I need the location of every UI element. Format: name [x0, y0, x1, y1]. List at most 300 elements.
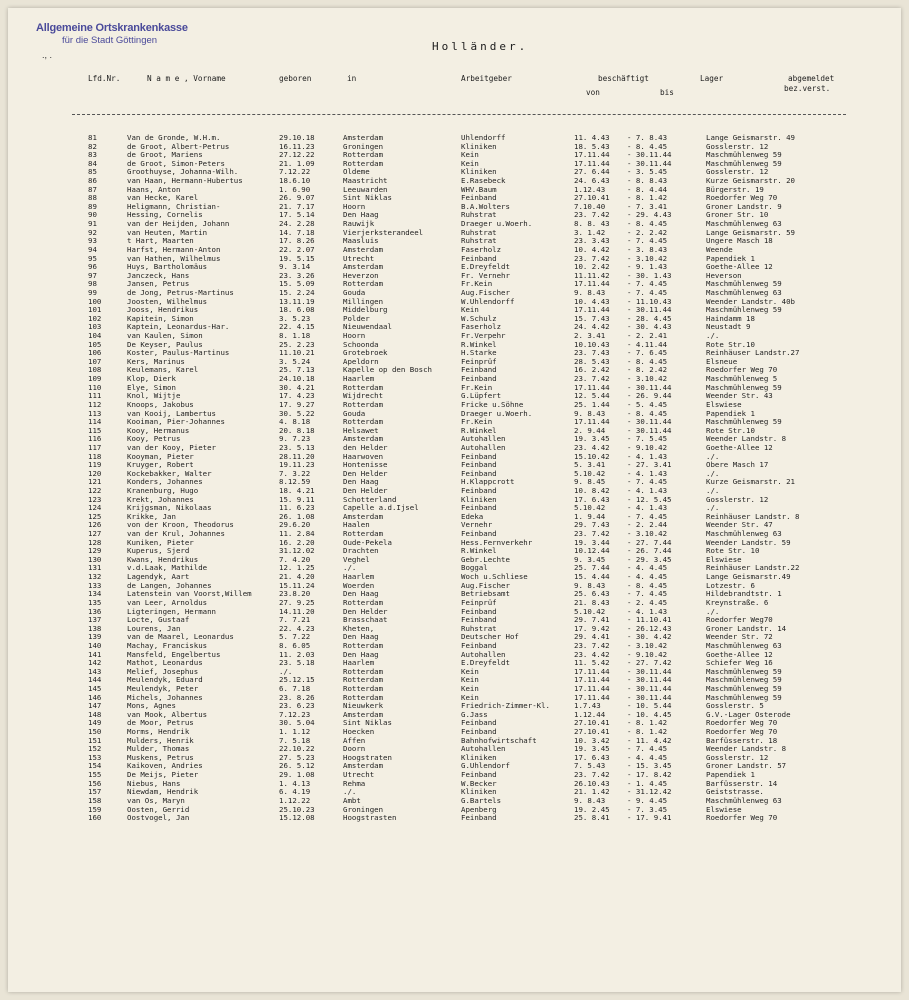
row-name: van Os, Maryn — [127, 796, 185, 805]
row-birthdate: 28.11.20 — [279, 452, 315, 461]
row-birthdate: 8. 6.05 — [279, 641, 311, 650]
row-employed-from: 10. 4.42 — [574, 245, 610, 254]
table-row — [8, 203, 901, 212]
row-birthplace: Schoonda — [343, 340, 379, 349]
table-row — [8, 435, 901, 444]
row-employer: Feinband — [461, 719, 497, 728]
row-birthplace: Affen — [343, 736, 366, 745]
row-birthplace: Oude-Pekela — [343, 538, 392, 547]
row-name: Michels, Johannes — [127, 693, 203, 702]
row-name: Hessing, Cornelis — [127, 211, 203, 220]
row-name: van de Maarel, Leonardus — [127, 633, 234, 642]
row-birthdate: 30. 5.04 — [279, 719, 315, 728]
row-employed-until: - 3. 5.45 — [627, 168, 668, 177]
table-row — [8, 754, 901, 763]
table-row — [8, 590, 901, 599]
row-number: 98 — [88, 280, 97, 289]
row-birthdate: 17. 9.27 — [279, 400, 315, 409]
row-employed-until: - 30.11.44 — [627, 676, 672, 685]
table-row — [8, 272, 901, 281]
row-employed-from: 19. 2.45 — [574, 805, 610, 814]
row-birthplace: Sint Niklas — [343, 194, 392, 203]
row-employed-from: 26.10.43 — [574, 779, 610, 788]
row-employer: Faserholz — [461, 245, 502, 254]
row-birthdate: 22.10.22 — [279, 745, 315, 754]
row-birthdate: 26. 5.12 — [279, 762, 315, 771]
row-name: t Hart, Maarten — [127, 237, 194, 246]
row-number: 114 — [88, 418, 102, 427]
row-birthplace: Rotterdam — [343, 598, 384, 607]
row-name: de Moor, Petrus — [127, 719, 194, 728]
row-birthdate: 27.12.22 — [279, 151, 315, 160]
table-row — [8, 797, 901, 806]
row-birthplace: Rotterdam — [343, 418, 384, 427]
row-camp: Gosslerstr. 12 — [706, 753, 769, 762]
row-employed-from: 21. 1.42 — [574, 788, 610, 797]
row-number: 92 — [88, 228, 97, 237]
row-employer: H.Starke — [461, 349, 497, 358]
row-camp: Papendiek 1 — [706, 771, 755, 780]
row-birthdate: 6. 4.19 — [279, 788, 311, 797]
row-employed-until: - 4. 4.45 — [627, 573, 668, 582]
row-employed-until: - 4. 1.43 — [627, 452, 668, 461]
table-row — [8, 453, 901, 462]
row-birthplace: Leeuwarden — [343, 185, 388, 194]
row-name: Lagendyk, Aart — [127, 573, 190, 582]
row-camp: ./. — [706, 332, 720, 341]
row-birthdate: 16. 2.20 — [279, 538, 315, 547]
row-birthplace: den Helder — [343, 443, 388, 452]
row-employed-from: 17.11.44 — [574, 667, 610, 676]
table-row — [8, 375, 901, 384]
row-birthdate: 13.11.19 — [279, 297, 315, 306]
row-birthdate: 26. 9.07 — [279, 194, 315, 203]
row-camp: Weende — [706, 245, 733, 254]
row-employed-from: 23. 7.43 — [574, 349, 610, 358]
row-employer: G.Lüpfert — [461, 392, 502, 401]
row-employer: Ruhstrat — [461, 211, 497, 220]
row-employer: Hess.Fernverkehr — [461, 538, 533, 547]
row-employed-from: 19. 3.45 — [574, 745, 610, 754]
row-birthplace: Den Haag — [343, 650, 379, 659]
table-row — [8, 573, 901, 582]
row-name: Heligmann, Christian- — [127, 202, 221, 211]
row-camp: Elsneue — [706, 357, 738, 366]
row-employer: Kliniken — [461, 753, 497, 762]
row-birthdate: 27. 9.25 — [279, 598, 315, 607]
row-employed-until: - 26.12.43 — [627, 624, 672, 633]
table-row — [8, 496, 901, 505]
row-birthplace: Gouda — [343, 288, 366, 297]
row-number: 124 — [88, 504, 102, 513]
row-birthdate: 23. 5.13 — [279, 443, 315, 452]
row-name: Knoops, Jakobus — [127, 400, 194, 409]
row-employer: Aug.Fischer — [461, 288, 510, 297]
row-camp: Maschmühlenweg 59 — [706, 306, 782, 315]
row-birthplace: Amsterdam — [343, 512, 384, 521]
row-name: Kockebakker, Walter — [127, 469, 212, 478]
row-name: Kwans, Hendrikus — [127, 555, 199, 564]
row-employer: W.Uhlendorff — [461, 297, 515, 306]
row-birthdate: 24. 2.28 — [279, 220, 315, 229]
table-row — [8, 806, 901, 815]
table-row — [8, 651, 901, 660]
row-camp: Goethe-Allee 12 — [706, 263, 773, 272]
row-employer: W.Schulz — [461, 314, 497, 323]
row-employer: Autohallen — [461, 650, 506, 659]
row-employed-from: 28. 5.43 — [574, 357, 610, 366]
row-name: De Keyser, Paulus — [127, 340, 203, 349]
row-number: 152 — [88, 745, 102, 754]
row-number: 109 — [88, 375, 102, 384]
row-employed-from: 10. 4.43 — [574, 297, 610, 306]
row-employed-from: 10. 2.42 — [574, 263, 610, 272]
row-number: 132 — [88, 573, 102, 582]
row-employed-until: - 2. 2.42 — [627, 228, 668, 237]
row-employed-until: - 4. 4.45 — [627, 564, 668, 573]
table-row — [8, 255, 901, 264]
row-number: 96 — [88, 263, 97, 272]
row-birthdate: 30. 5.22 — [279, 409, 315, 418]
row-employed-from: 17.11.44 — [574, 151, 610, 160]
row-camp: Roedorfer Weg 70 — [706, 194, 778, 203]
row-name: de Langen, Johannes — [127, 581, 212, 590]
row-number: 159 — [88, 805, 102, 814]
row-birthdate: 7.12.23 — [279, 710, 311, 719]
row-employer: Kein — [461, 693, 479, 702]
header-lfd-nr: Lfd.Nr. — [88, 74, 121, 83]
row-name: Kaikoven, Andries — [127, 762, 203, 771]
row-employed-from: 17.11.44 — [574, 306, 610, 315]
row-number: 87 — [88, 185, 97, 194]
row-camp: Groner Landstr. 9 — [706, 202, 782, 211]
row-employer: Fr.Kein — [461, 280, 493, 289]
row-employed-from: 21. 8.43 — [574, 598, 610, 607]
header-arbeitgeber: Arbeitgeber — [461, 74, 512, 83]
row-employer: Feinband — [461, 814, 497, 823]
row-birthplace: Kapelle op den Bosch — [343, 366, 432, 375]
row-birthdate: 15. 5.09 — [279, 280, 315, 289]
row-name: De Meijs, Pieter — [127, 771, 199, 780]
row-camp: ./. — [706, 607, 720, 616]
header-bez-verst: bez.verst. — [784, 84, 831, 93]
row-employed-from: 27. 6.44 — [574, 168, 610, 177]
row-birthplace: Hontenisse — [343, 461, 388, 470]
row-employer: Feinband — [461, 771, 497, 780]
row-number: 95 — [88, 254, 97, 263]
row-birthplace: Rotterdam — [343, 641, 384, 650]
row-employed-until: - 10. 4.45 — [627, 710, 672, 719]
row-employed-from: 2. 3.41 — [574, 332, 606, 341]
row-birthdate: 23.8.20 — [279, 590, 311, 599]
row-employed-from: 17.11.44 — [574, 685, 610, 693]
row-employed-from: 2. 9.44 — [574, 426, 606, 435]
row-number: 123 — [88, 495, 102, 504]
row-employed-until: - 3.10.42 — [627, 254, 668, 263]
table-row — [8, 668, 901, 677]
row-camp: Maschmühlenweg 59 — [706, 159, 782, 168]
row-employed-until: - 9. 4.45 — [627, 796, 668, 805]
row-number: 145 — [88, 685, 102, 693]
row-camp: Maschmühlenweg 59 — [706, 418, 782, 427]
table-row — [8, 539, 901, 548]
row-birthplace: Haalen — [343, 521, 370, 530]
row-name: Koster, Paulus-Martinus — [127, 349, 230, 358]
row-name: van der Heijden, Johann — [127, 220, 230, 229]
row-name: Mathot, Leonardus — [127, 659, 203, 668]
row-employer: Feinband — [461, 641, 497, 650]
row-employed-from: 11. 5.42 — [574, 659, 610, 668]
row-number: 160 — [88, 814, 102, 823]
row-birthplace: Rotterdam — [343, 667, 384, 676]
row-camp: Maschmühlenweg 63 — [706, 220, 782, 229]
table-row — [8, 427, 901, 436]
row-name: Knol, Wijtje — [127, 392, 181, 401]
row-employer: Ruhstrat — [461, 624, 497, 633]
row-number: 103 — [88, 323, 102, 332]
row-employer: G.Jass — [461, 710, 488, 719]
row-employer: Edeka — [461, 512, 484, 521]
row-name: van der Krul, Johannes — [127, 530, 225, 539]
row-camp: Roedorfer Weg 70 — [706, 366, 778, 375]
row-employed-from: 17. 6.43 — [574, 495, 610, 504]
row-number: 115 — [88, 426, 102, 435]
table-row — [8, 177, 901, 186]
row-name: Ligteringen, Hermann — [127, 607, 216, 616]
row-employed-until: - 30. 4.43 — [627, 323, 672, 332]
row-birthdate: 23. 6.23 — [279, 702, 315, 711]
row-employer: W.Becker — [461, 779, 497, 788]
row-birthplace: Heverzon — [343, 271, 379, 280]
row-birthplace: Rotterdam — [343, 151, 384, 160]
row-employer: WHV.Baum — [461, 185, 497, 194]
row-number: 157 — [88, 788, 102, 797]
row-employer: Feinband — [461, 504, 497, 513]
row-number: 153 — [88, 753, 102, 762]
row-employed-from: 29. 4.41 — [574, 633, 610, 642]
row-camp: Weender Landstr. 8 — [706, 745, 787, 754]
row-employed-until: - 4. 1.43 — [627, 504, 668, 513]
row-number: 150 — [88, 728, 102, 737]
row-camp: Maschmühlenweg 59 — [706, 667, 782, 676]
row-employed-until: - 3. 8.43 — [627, 245, 668, 254]
row-birthplace: Rotterdam — [343, 693, 384, 702]
row-employed-until: - 29. 4.43 — [627, 211, 672, 220]
row-birthdate: 8. 1.18 — [279, 332, 311, 341]
row-birthdate: 11. 2.03 — [279, 650, 315, 659]
row-camp: Kurze Geismarstr. 20 — [706, 177, 795, 186]
row-birthdate: 29.10.18 — [279, 134, 315, 142]
row-birthplace: Amsterdam — [343, 435, 384, 444]
row-name: Kooy, Hermanus — [127, 426, 190, 435]
row-birthplace: Rehma — [343, 779, 366, 788]
table-row — [8, 642, 901, 651]
row-name: Konders, Johannes — [127, 478, 203, 487]
row-camp: Maschmühlenweg 59 — [706, 280, 782, 289]
row-employer: Draeger u.Woerh. — [461, 220, 533, 229]
table-row — [8, 470, 901, 479]
row-number: 129 — [88, 547, 102, 556]
row-name: van der Kooy, Pieter — [127, 443, 216, 452]
row-employed-until: - 7. 4.45 — [627, 280, 668, 289]
row-name: Machay, Franciskus — [127, 641, 208, 650]
row-number: 116 — [88, 435, 102, 444]
row-employer: Aug.Fischer — [461, 581, 510, 590]
row-name: de Jong, Petrus-Martinus — [127, 288, 234, 297]
row-birthplace: Den Haag — [343, 478, 379, 487]
row-camp: Weender Landstr. 40b — [706, 297, 795, 306]
row-employer: Gebr.Lechte — [461, 555, 510, 564]
row-camp: Papendiek 1 — [706, 409, 755, 418]
row-birthplace: Polder — [343, 314, 370, 323]
table-row — [8, 229, 901, 238]
row-camp: Elswiese — [706, 555, 742, 564]
table-row — [8, 289, 901, 298]
row-birthdate: 15.11.24 — [279, 581, 315, 590]
row-camp: Maschmühlenweg 59 — [706, 676, 782, 685]
table-row — [8, 306, 901, 315]
row-birthplace: Oldeme — [343, 168, 370, 177]
row-birthdate: 3. 5.23 — [279, 314, 311, 323]
table-row — [8, 323, 901, 332]
row-birthdate: 25. 2.23 — [279, 340, 315, 349]
row-birthplace: Drachten — [343, 547, 379, 556]
row-camp: Goethe-Allee 12 — [706, 650, 773, 659]
row-name: van Kaulen, Simon — [127, 332, 203, 341]
row-camp: Haindamm 18 — [706, 314, 755, 323]
row-name: de Groot, Simon-Peters — [127, 159, 225, 168]
row-name: Melief, Josephus — [127, 667, 199, 676]
row-employed-from: 23. 3.43 — [574, 237, 610, 246]
row-employed-until: - 9.10.42 — [627, 443, 668, 452]
row-number: 94 — [88, 245, 97, 254]
row-birthdate: 7. 3.22 — [279, 469, 311, 478]
row-camp: Rote Str.10 — [706, 340, 755, 349]
row-camp: ./. — [706, 486, 720, 495]
row-employer: Boggal — [461, 564, 488, 573]
row-employed-until: - 11. 4.42 — [627, 736, 672, 745]
row-camp: Weender Str. 47 — [706, 521, 773, 530]
row-camp: Reinhäuser Landstr. 8 — [706, 512, 800, 521]
row-birthdate: 7. 5.18 — [279, 736, 311, 745]
row-name: van Hecke, Karel — [127, 194, 199, 203]
row-employed-from: 1. 9.44 — [574, 512, 606, 521]
table-row — [8, 315, 901, 324]
row-employed-from: 3. 1.42 — [574, 228, 606, 237]
row-name: Harfst, Hermann-Anton — [127, 245, 221, 254]
stamp-line-1: Allgemeine Ortskrankenkasse — [36, 22, 188, 34]
table-row — [8, 384, 901, 393]
row-birthplace: Maastricht — [343, 177, 388, 186]
row-name: Klop, Dierk — [127, 375, 176, 384]
row-birthplace: Helsawet — [343, 426, 379, 435]
row-birthdate: 17. 4.23 — [279, 392, 315, 401]
row-employed-from: 9. 8.45 — [574, 478, 606, 487]
row-employer: Woch u.Schliese — [461, 573, 528, 582]
row-camp: Groner Landstr. 57 — [706, 762, 787, 771]
table-row — [8, 728, 901, 737]
row-birthplace: Schotterland — [343, 495, 397, 504]
row-number: 133 — [88, 581, 102, 590]
row-number: 158 — [88, 796, 102, 805]
row-name: Krikke, Jan — [127, 512, 176, 521]
row-name: Groothuyse, Johanna-Wilh. — [127, 168, 239, 177]
row-employed-until: - 17. 9.41 — [627, 814, 672, 823]
row-employed-from: 1.12.43 — [574, 185, 606, 194]
row-employed-from: 23. 4.42 — [574, 443, 610, 452]
row-name: Jansen, Petrus — [127, 280, 190, 289]
row-birthplace: Rotterdam — [343, 383, 384, 392]
row-birthdate: 3. 5.24 — [279, 357, 311, 366]
row-employer: Friedrich-Zimmer-Kl. — [461, 702, 550, 711]
row-employed-from: 17.11.44 — [574, 693, 610, 702]
row-birthdate: 25.10.23 — [279, 805, 315, 814]
row-employed-until: - 7. 6.45 — [627, 349, 668, 358]
row-birthdate: 23. 3.26 — [279, 271, 315, 280]
row-camp: Maschmühlenweg 63 — [706, 288, 782, 297]
row-number: 148 — [88, 710, 102, 719]
row-number: 127 — [88, 530, 102, 539]
row-number: 118 — [88, 452, 102, 461]
row-number: 149 — [88, 719, 102, 728]
row-employed-from: 23. 7.42 — [574, 641, 610, 650]
row-camp: Schiefer Weg 16 — [706, 659, 773, 668]
row-employed-from: 10.12.44 — [574, 547, 610, 556]
row-employed-until: - 3.10.42 — [627, 375, 668, 384]
row-birthdate: 4. 8.18 — [279, 418, 311, 427]
row-name: Haans, Anton — [127, 185, 181, 194]
row-birthdate: 1. 1.12 — [279, 728, 311, 737]
row-employed-from: 23. 7.42 — [574, 530, 610, 539]
row-number: 126 — [88, 521, 102, 530]
row-birthplace: Maasluis — [343, 237, 379, 246]
row-number: 130 — [88, 555, 102, 564]
row-employed-until: - 8. 4.45 — [627, 142, 668, 151]
row-employer: Kliniken — [461, 788, 497, 797]
row-birthplace: Haarlem — [343, 375, 375, 384]
row-employed-from: 25. 6.43 — [574, 590, 610, 599]
row-birthplace: Den Helder — [343, 607, 388, 616]
row-birthplace: Hoecken — [343, 728, 375, 737]
row-employed-from: 7.10.40 — [574, 202, 606, 211]
row-birthplace: Brasschaat — [343, 616, 388, 625]
row-name: Mons, Agnes — [127, 702, 176, 711]
row-birthdate: 26. 1.08 — [279, 512, 315, 521]
table-row — [8, 694, 901, 703]
row-employed-from: 10. 3.42 — [574, 736, 610, 745]
header-in: in — [347, 74, 357, 83]
table-row — [8, 487, 901, 496]
row-employer: Kein — [461, 685, 479, 693]
row-birthplace: Den Haag — [343, 590, 379, 599]
row-camp: Goethe-Allee 12 — [706, 443, 773, 452]
row-employed-from: 5.10.42 — [574, 504, 606, 513]
row-camp: Obere Masch 17 — [706, 461, 769, 470]
table-row — [8, 478, 901, 487]
row-camp: ./. — [706, 469, 720, 478]
row-employed-until: - 3.10.42 — [627, 530, 668, 539]
row-number: 125 — [88, 512, 102, 521]
row-name: Van de Gronde, W.H.m. — [127, 134, 221, 142]
table-row — [8, 263, 901, 272]
row-employed-until: - 26. 9.44 — [627, 392, 672, 401]
row-number: 139 — [88, 633, 102, 642]
row-employed-from: 29. 7.41 — [574, 616, 610, 625]
row-employer: Kein — [461, 306, 479, 315]
row-camp: Bürgerstr. 19 — [706, 185, 764, 194]
row-number: 151 — [88, 736, 102, 745]
row-camp: Barfüsserstr. 18 — [706, 736, 778, 745]
